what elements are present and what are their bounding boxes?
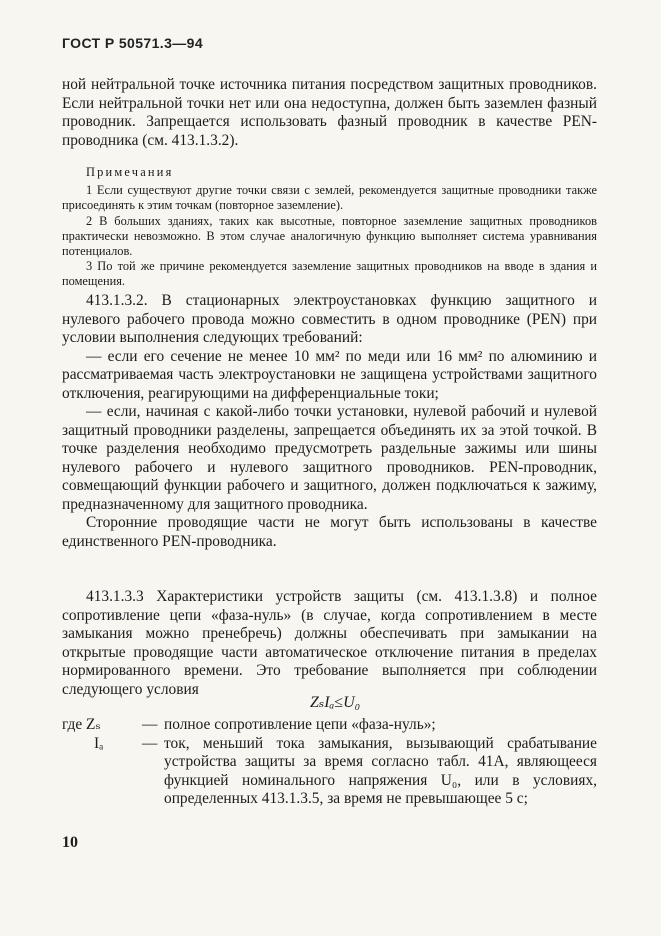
section-413-1-3-3 — [62, 588, 597, 699]
page-header: ГОСТ Р 50571.3—94 — [62, 35, 204, 51]
section-2-closing: Сторонние проводящие части не могут быть использованы в качестве единственного PEN-проводника. — [62, 514, 597, 550]
definition-dash: — — [142, 734, 158, 752]
note-item: 3 По той же причине рекомендуется заземление защитных проводников на вводе в здания и помещения. — [62, 259, 597, 289]
section-3-text: 413.1.3.3 Характеристики устройств защиты (см. 413.1.3.8) и полное сопротивление цепи «фаза-нуль» (в случае, когда сопротивлением в месте замыкания можно пренебречь) должны обеспечивать при замыкании на открытые проводящие части автоматическое отключение питания в пределах нормированного времени. Это требование выполняется при соблюдении следующего условия — [62, 588, 597, 698]
notes-block — [62, 165, 597, 290]
definition-dash: — — [142, 716, 158, 733]
notes-title: Примечания — [86, 165, 174, 179]
intro-block — [62, 76, 597, 150]
definition-zs — [62, 716, 597, 735]
intro-paragraph: ной нейтральной точке источника питания посредством защитных проводников. Если нейтральной точки нет или она недоступна, должен быть заземлен фазный проводник. Запрещается использовать фазный проводник в качестве PEN-проводника (см. 413.1.3.2). — [62, 76, 597, 149]
page-number: 10 — [62, 834, 78, 851]
section-2-item-1: — если его сечение не менее 10 мм² по меди или 16 мм² по алюминию и рассматриваемая часть электроустановки не защищена устройствами защитного отключения, реагирующими на дифференциальные токи; — [62, 347, 597, 402]
formula: ZₛIₐ≤U₀ — [310, 694, 361, 711]
note-item: 2 В больших зданиях, таких как высотные, повторное заземление защитных проводников практически невозможно. В этом случае аналогичную функцию выполняет система уравнивания потенциалов. — [62, 213, 597, 259]
section-413-1-3-2 — [62, 292, 597, 551]
definition-symbol: где Zₛ — [62, 716, 101, 733]
definition-text: полное сопротивление цепи «фаза-нуль»; — [164, 716, 436, 733]
definition-symbol: Iₐ — [94, 734, 104, 752]
note-item: 1 Если существуют другие точки связи с землей, рекомендуется защитные проводники также присоединять к этим точкам (повторное заземление). — [62, 183, 597, 213]
section-2-intro: 413.1.3.2. В стационарных электроустановках функцию защитного и нулевого рабочего провода можно совместить в одном проводнике (PEN) при условии выполнения следующих требований: — [62, 292, 597, 346]
definitions — [62, 716, 597, 809]
definition-text: ток, меньший тока замыкания, вызывающий срабатывание устройства защиты за время согласно табл. 41А, являющееся функцией номинального напряжения U₀, или в условиях, определенных 413.1.3.5, за время не превышающее 5 с; — [164, 734, 597, 807]
definition-ia — [62, 735, 597, 809]
section-2-item-2: — если, начиная с какой-либо точки установки, нулевой рабочий и нулевой защитный проводники разделены, запрещается объединять их за этой точкой. В точке разделения необходимо предусмотреть раздельные зажимы или шины нулевого рабочего и нулевого защитного проводников. PEN-проводник, совмещающий функции рабочего и защитного, должен подключаться к зажиму, предназначенному для защитного проводника. — [62, 403, 597, 513]
